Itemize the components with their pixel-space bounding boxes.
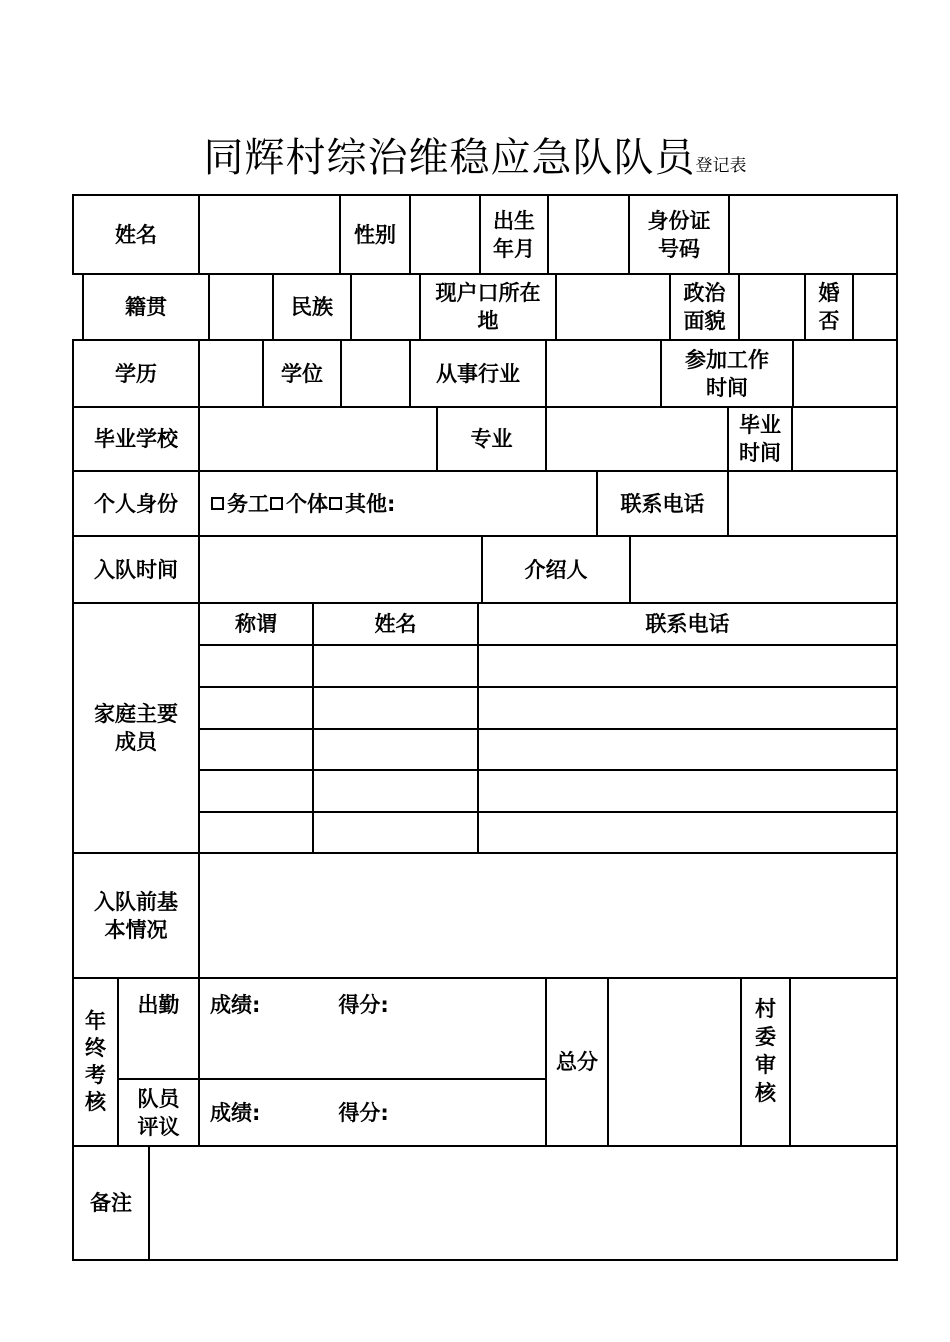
label-degree: 学位 [281,361,323,386]
label-phone: 联系电话 [620,491,705,516]
family-header-name: 姓名 [374,612,417,636]
field-name[interactable] [200,196,339,273]
label-residence: 现户口所在 地 [435,281,541,333]
field-ethnic[interactable] [352,275,419,339]
label-political: 政治 面貌 [683,281,726,333]
label-background: 入队前基 本情况 [94,889,178,942]
attendance-score-row [200,991,545,1069]
label-year-end-review: 年 终 考 核 [85,1009,106,1114]
label-identity: 个人身份 [94,491,178,516]
field-gender[interactable] [411,196,479,273]
label-married: 婚 否 [818,281,840,333]
label-total: 总分 [556,1050,598,1074]
label-education: 学历 [115,361,157,386]
field-native-place[interactable] [210,275,272,339]
field-id-no[interactable] [730,196,896,273]
label-ethnic: 民族 [291,295,333,319]
family-header-phone: 联系电话 [645,612,730,636]
field-work-start[interactable] [794,341,896,406]
family-header-relation: 称谓 [235,612,277,636]
field-background[interactable] [200,854,896,977]
title-sub: 登记表 [695,156,747,176]
family-row[interactable] [200,688,312,728]
label-birth: 出生 年月 [493,208,535,261]
checkbox-worker[interactable] [211,497,224,510]
label-remarks: 备注 [90,1191,132,1215]
label-native-place: 籍贯 [125,295,167,319]
label-work-start: 参加工作 时间 [685,347,769,400]
label-committee-review: 村 委 审 核 [755,997,776,1105]
checkbox-self-employed[interactable] [270,497,283,510]
label-grad-time: 毕业 时间 [739,413,781,465]
label-industry: 从事行业 [436,361,520,386]
option-other: 其他: [345,491,396,516]
field-married[interactable] [854,275,896,339]
field-residence[interactable] [557,275,669,339]
field-school[interactable] [200,408,436,470]
peer-points-label: 得分: [338,1100,389,1125]
option-worker: 务工 [227,491,269,516]
label-name: 姓名 [115,222,157,247]
label-gender: 性别 [354,222,396,247]
main-table [72,339,898,1261]
field-referrer[interactable] [631,537,896,602]
field-education[interactable] [200,341,262,406]
field-remarks[interactable] [150,1147,896,1259]
title-main: 同辉村综治维稳应急队队员 [203,135,696,181]
label-major: 专业 [470,427,513,451]
label-attendance: 出勤 [137,993,180,1017]
family-row[interactable] [200,730,312,769]
identity-options [200,472,596,535]
option-self-employed: 个体 [286,491,328,516]
family-row[interactable] [200,771,312,811]
checkbox-other[interactable] [329,497,342,510]
field-major[interactable] [547,408,727,470]
label-school: 毕业学校 [94,427,178,451]
label-referrer: 介绍人 [524,557,588,582]
field-phone[interactable] [729,472,896,535]
label-peer-review: 队员 评议 [137,1086,180,1139]
label-family: 家庭主要 成员 [94,702,178,754]
field-degree[interactable] [342,341,409,406]
field-birth[interactable] [549,196,628,273]
form-title [0,126,950,183]
family-row[interactable] [200,813,312,852]
field-committee-review[interactable] [791,979,896,1145]
family-row[interactable] [200,646,312,686]
label-id-no: 身份证 号码 [647,208,711,261]
peer-score-row [200,1080,545,1145]
field-grad-time[interactable] [793,408,896,470]
row-origin [82,273,898,341]
attendance-points-label: 得分: [338,993,389,1017]
peer-score-label: 成绩: [210,1100,261,1125]
field-industry[interactable] [547,341,660,406]
attendance-score-label: 成绩: [210,993,261,1017]
field-join-time[interactable] [200,537,481,602]
field-total[interactable] [609,979,740,1145]
label-join-time: 入队时间 [94,557,178,582]
field-political[interactable] [740,275,804,339]
row-basic-info [72,194,898,275]
